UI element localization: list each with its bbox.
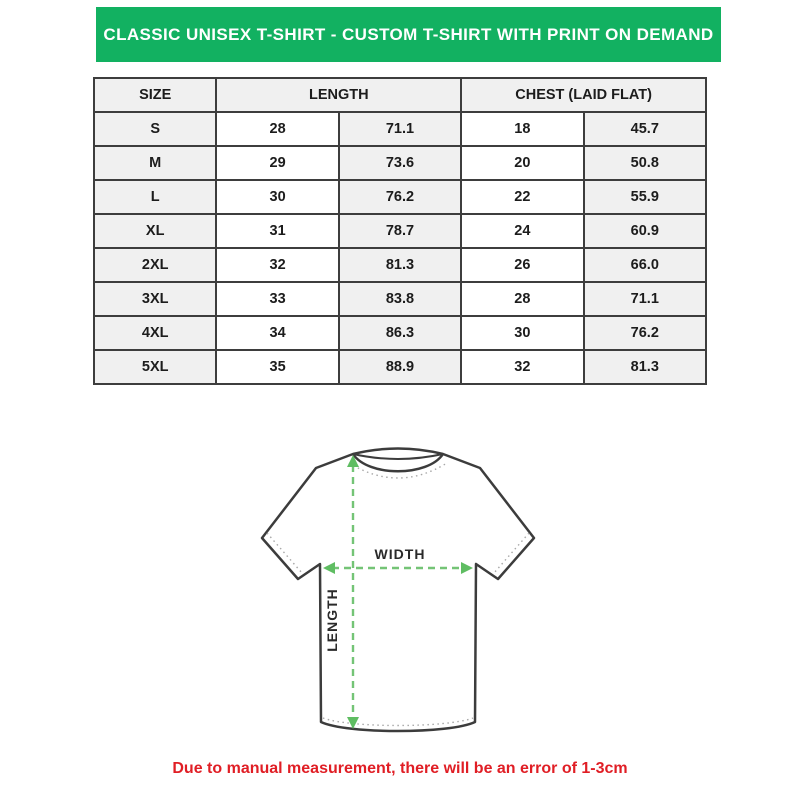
size-label: 5XL [94,350,216,384]
table-row [94,112,706,146]
chest-cm: 81.3 [584,350,706,384]
chest-inches: 24 [461,214,583,248]
chest-inches: 30 [461,316,583,350]
chest-inches: 26 [461,248,583,282]
size-label: M [94,146,216,180]
tshirt-body-outline [262,449,534,732]
length-cm: 88.9 [339,350,461,384]
length-inches: 28 [216,112,338,146]
table-row [94,282,706,316]
column-header-chest: CHEST (LAID FLAT) [461,78,706,112]
table-row [94,248,706,282]
chest-inches: 22 [461,180,583,214]
length-inches: 33 [216,282,338,316]
size-label: S [94,112,216,146]
title-banner [96,7,721,62]
chest-cm: 55.9 [584,180,706,214]
table-row [94,180,706,214]
length-inches: 29 [216,146,338,180]
length-inches: 35 [216,350,338,384]
table-row [94,214,706,248]
length-cm: 83.8 [339,282,461,316]
tshirt-measurement-diagram [240,430,560,760]
size-label: 3XL [94,282,216,316]
length-cm: 76.2 [339,180,461,214]
length-inches: 34 [216,316,338,350]
column-header-size: SIZE [94,78,216,112]
tshirt-outline-drawing [240,430,560,760]
chest-cm: 71.1 [584,282,706,316]
chest-cm: 76.2 [584,316,706,350]
length-inches: 32 [216,248,338,282]
length-inches: 30 [216,180,338,214]
size-label: 4XL [94,316,216,350]
chest-cm: 50.8 [584,146,706,180]
measurement-error-note: Due to manual measurement, there will be an error of 1-3cm [172,760,628,777]
width-label: WIDTH [374,546,426,562]
chest-inches: 18 [461,112,583,146]
length-inches: 31 [216,214,338,248]
size-label: L [94,180,216,214]
length-cm: 71.1 [339,112,461,146]
length-cm: 86.3 [339,316,461,350]
table-header-row [94,78,706,112]
page-title: CLASSIC UNISEX T-SHIRT - CUSTOM T-SHIRT WITH PRINT ON DEMAND [103,24,714,44]
length-cm: 73.6 [339,146,461,180]
chest-inches: 20 [461,146,583,180]
chest-inches: 28 [461,282,583,316]
length-cm: 81.3 [339,248,461,282]
size-label: 2XL [94,248,216,282]
length-cm: 78.7 [339,214,461,248]
chest-cm: 45.7 [584,112,706,146]
table-row [94,316,706,350]
table-row [94,146,706,180]
chest-cm: 66.0 [584,248,706,282]
length-label: LENGTH [324,588,340,652]
size-label: XL [94,214,216,248]
size-chart-table [93,77,707,385]
chest-inches: 32 [461,350,583,384]
chest-cm: 60.9 [584,214,706,248]
column-header-length: LENGTH [216,78,461,112]
table-row [94,350,706,384]
